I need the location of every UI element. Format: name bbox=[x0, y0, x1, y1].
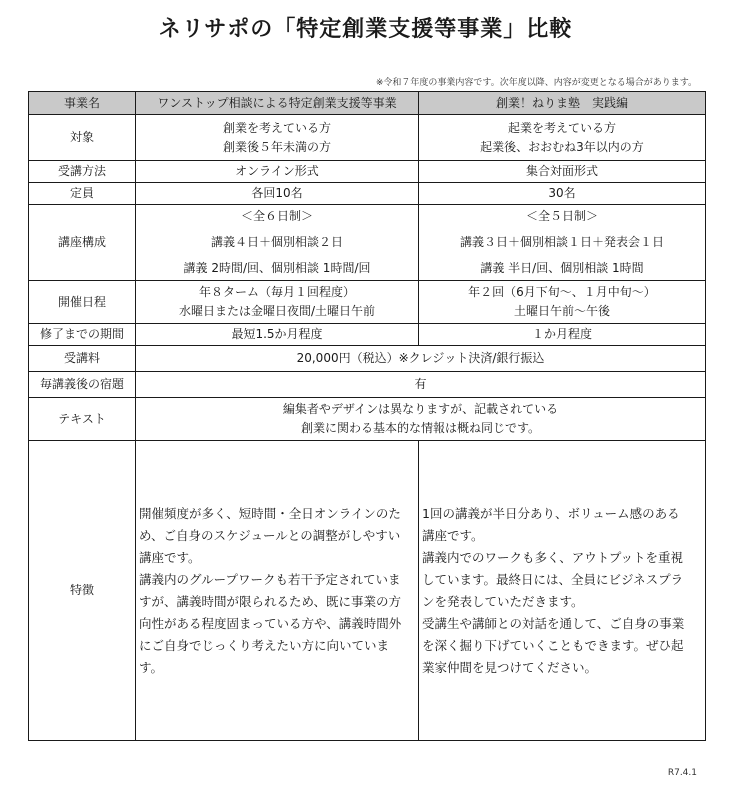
cell-target-one-stop: 創業を考えている方 創業後５年未満の方 bbox=[136, 115, 419, 161]
row-fee bbox=[29, 346, 706, 372]
cell-capacity-nerima: 30名 bbox=[419, 183, 706, 205]
row-label: 対象 bbox=[29, 115, 136, 161]
header-program-name: 事業名 bbox=[29, 92, 136, 115]
cell-structure-nerima: ＜全５日制＞ 講義３日＋個別相談１日＋発表会１日 講義 半日/回、個別相談 1時間 bbox=[419, 205, 706, 281]
header-row bbox=[29, 92, 706, 115]
row-homework bbox=[29, 372, 706, 398]
row-label: 修了までの期間 bbox=[29, 324, 136, 346]
cell-schedule-one-stop: 年８ターム（毎月１回程度） 水曜日または金曜日夜間/土曜日午前 bbox=[136, 281, 419, 324]
cell-structure-one-stop: ＜全６日制＞ 講義４日＋個別相談２日 講義 2時間/回、個別相談 1時間/回 bbox=[136, 205, 419, 281]
row-label: テキスト bbox=[29, 398, 136, 441]
cell-features-one-stop: 開催頻度が多く、短時間・全日オンラインのた め、ご自身のスケジュールとの調整がしやすい 講座です。 講義内のグループワークも若干予定されていま すが、講義時間が限られるため、既に事業の方 向性がある程度固まっている方や、講義時間外 にご自身でじっくり考えたい方に向いていま す。 bbox=[136, 441, 419, 741]
row-label: 受講方法 bbox=[29, 161, 136, 183]
row-method bbox=[29, 161, 706, 183]
disclaimer-note: ※令和７年度の事業内容です。次年度以降、内容が変更となる場合があります。 bbox=[375, 78, 697, 88]
header-one-stop: ワンストップ相談による特定創業支援等事業 bbox=[136, 92, 419, 115]
row-period bbox=[29, 324, 706, 346]
row-label: 受講料 bbox=[29, 346, 136, 372]
cell-schedule-nerima: 年２回（6月下旬〜、１月中旬〜） 土曜日午前〜午後 bbox=[419, 281, 706, 324]
cell-target-nerima: 起業を考えている方 起業後、おおむね3年以内の方 bbox=[419, 115, 706, 161]
comparison-table bbox=[28, 91, 706, 741]
row-schedule bbox=[29, 281, 706, 324]
row-capacity bbox=[29, 183, 706, 205]
row-label: 毎講義後の宿題 bbox=[29, 372, 136, 398]
cell-period-nerima: １か月程度 bbox=[419, 324, 706, 346]
revision-date: R7.4.1 bbox=[667, 768, 697, 778]
row-label: 定員 bbox=[29, 183, 136, 205]
cell-text: 編集者やデザインは異なりますが、記載されている 創業に関わる基本的な情報は概ね同じです。 bbox=[136, 398, 706, 441]
row-label: 開催日程 bbox=[29, 281, 136, 324]
row-label: 講座構成 bbox=[29, 205, 136, 281]
row-label: 特徴 bbox=[29, 441, 136, 741]
cell-homework: 有 bbox=[136, 372, 706, 398]
cell-features-nerima: 1回の講義が半日分あり、ボリューム感のある 講座です。 講義内でのワークも多く、アウトプットを重視 しています。最終日には、全員にビジネスプラ ンを発表していただきます。 受講生や講師との対話を通して、ご自身の事業 を深く掘り下げていくこともできます。ぜひ起 業家仲間を見つけてください。 bbox=[419, 441, 706, 741]
cell-method-nerima: 集合対面形式 bbox=[419, 161, 706, 183]
row-features bbox=[29, 441, 706, 741]
cell-capacity-one-stop: 各回10名 bbox=[136, 183, 419, 205]
cell-fee: 20,000円（税込）※クレジット決済/銀行振込 bbox=[136, 346, 706, 372]
page-title: ネリサポの「特定創業支援等事業」比較 bbox=[158, 17, 573, 42]
row-target bbox=[29, 115, 706, 161]
cell-period-one-stop: 最短1.5か月程度 bbox=[136, 324, 419, 346]
row-text bbox=[29, 398, 706, 441]
cell-method-one-stop: オンライン形式 bbox=[136, 161, 419, 183]
row-structure bbox=[29, 205, 706, 281]
header-nerima-juku: 創業！ねりま塾 実践編 bbox=[419, 92, 706, 115]
